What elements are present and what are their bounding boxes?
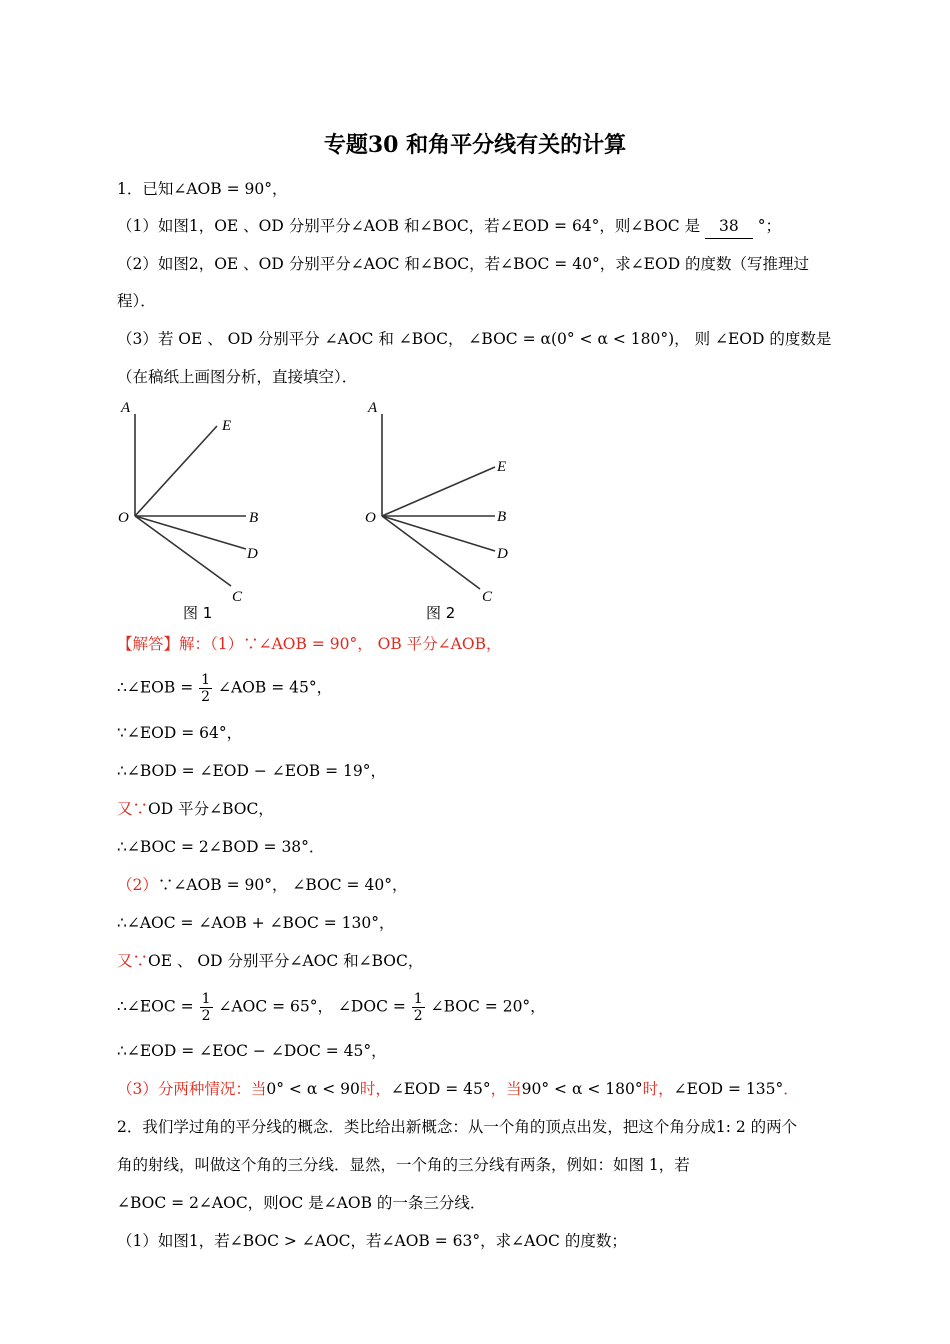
solution-line-12 (117, 1077, 799, 1101)
label-c: C (482, 589, 493, 605)
eob-lhs: ∴∠EOB = (117, 678, 194, 697)
case2-result: ∠EOD = 135° (673, 1080, 784, 1098)
also-because: 又∵ (117, 800, 149, 818)
case1-range: 0° < α < 90 (266, 1080, 360, 1098)
ray-od (135, 516, 246, 549)
q1-part1-text: （1）如图1，OE 、OD 分别平分∠AOB 和∠BOC，若∠EOD = 64°，则∠BOC 是 (117, 217, 701, 235)
solution-line-9 (117, 949, 423, 973)
label-o: O (365, 510, 376, 526)
q1-intro: 1．已知∠AOB = 90°， (117, 180, 288, 198)
bisectors-statement: OE 、 OD 分别平分∠AOC 和∠BOC， (148, 952, 424, 970)
ray-oe (135, 426, 217, 516)
label-c: C (232, 589, 243, 605)
figure-2-caption: 图 2 (426, 604, 456, 622)
figure-1-caption: 图 1 (183, 604, 213, 622)
doc-rhs: ∠BOC = 20°， (430, 997, 546, 1016)
case2-range: 90° < α < 180° (521, 1080, 643, 1098)
solution-line-1 (117, 632, 501, 656)
solution-line-11: ∴∠EOD = ∠EOC − ∠DOC = 45°， (117, 1042, 387, 1060)
eoc-lhs: ∴∠EOC = (117, 997, 194, 1016)
solution-line-3: ∵∠EOD = 64°， (117, 724, 243, 742)
q2-line-4: （1）如图1，若∠BOC > ∠AOC，若∠AOB = 63°，求∠AOC 的度数； (117, 1232, 627, 1250)
q2-line-3: ∠BOC = 2∠AOC，则OC 是∠AOB 的一条三分线． (117, 1194, 486, 1212)
page-title: 专题30 和角平分线有关的计算 (323, 132, 627, 158)
solution-part1-bisect: OB 平分∠AOB， (372, 635, 502, 653)
solution-line-8: ∴∠AOC = ∠AOB + ∠BOC = 130°， (117, 914, 395, 932)
q1-part2-line2: 程）． (117, 292, 156, 310)
solution-line-4: ∴∠BOD = ∠EOD − ∠EOB = 19°， (117, 762, 386, 780)
also-because-2: 又∵ (117, 952, 149, 970)
q2-line-1: 2．我们学过角的平分线的概念．类比给出新概念：从一个角的顶点出发，把这个角分成1: 2 的两个 (117, 1118, 798, 1136)
label-e: E (497, 459, 507, 475)
solution-line-10 (117, 991, 546, 1024)
label-o: O (118, 510, 129, 526)
label-e: E (222, 418, 232, 434)
solution-line-7 (117, 873, 407, 897)
ray-oe (382, 467, 495, 516)
od-bisects-boc: OD 平分∠BOC， (148, 800, 274, 818)
q1-part2-line1: （2）如图2，OE 、OD 分别平分∠AOC 和∠BOC，若∠BOC = 40°，求∠EOD 的度数（写推理过 (117, 255, 810, 273)
ray-od (382, 516, 495, 551)
case2-when: 时， (642, 1080, 674, 1098)
q1-part1 (117, 214, 781, 239)
solution-line-2 (117, 672, 332, 705)
part2-tag: （2） (117, 876, 158, 894)
fraction-half: $\frac{1}{2}$ (201, 991, 211, 1024)
q1-part3-line1: （3）若 OE 、 OD 分别平分 ∠AOC 和 ∠BOC， ∠BOC = α(0° < α < 180°)， 则 ∠EOD 的度数是 (117, 330, 832, 348)
part3-end: ． (783, 1080, 799, 1098)
q2-line-2: 角的射线，叫做这个角的三分线．显然，一个角的三分线有两条，例如：如图 1，若 (117, 1156, 690, 1174)
fraction-half: $\frac{1}{2}$ (201, 672, 211, 705)
label-a: A (121, 400, 131, 416)
eoc-rhs: ∠AOC = 65°， ∠DOC = (218, 997, 406, 1016)
label-a: A (368, 400, 378, 416)
figure-1 (113, 396, 273, 622)
solution-line-6: ∴∠BOC = 2∠BOD = 38°． (117, 838, 325, 856)
eob-rhs: ∠AOB = 45°， (217, 678, 333, 697)
solution-tag: 【解答】解： (117, 635, 211, 653)
case2-when-pre: ，当 (490, 1080, 522, 1098)
solution-part1-reason: （1）∵∠AOB = 90°， (210, 635, 373, 653)
case1-when: 时， (359, 1080, 391, 1098)
q1-part1-answer: 38 (705, 214, 753, 239)
solution-line-5 (117, 797, 274, 821)
label-b: B (497, 509, 507, 525)
ray-oc (135, 516, 231, 586)
ray-oc (382, 516, 480, 589)
label-d: D (497, 546, 508, 562)
part3-intro: （3）分两种情况：当 (117, 1080, 267, 1098)
q1-part1-unit: °； (757, 217, 781, 235)
fraction-half: $\frac{1}{2}$ (413, 991, 423, 1024)
part2-given: ∵∠AOB = 90°， ∠BOC = 40°， (157, 876, 408, 894)
label-d: D (247, 546, 258, 562)
label-b: B (249, 510, 259, 526)
q1-part3-line2: （在稿纸上画图分析，直接填空）． (117, 368, 358, 386)
case1-result: ∠EOD = 45° (390, 1080, 491, 1098)
figure-2 (362, 396, 522, 622)
